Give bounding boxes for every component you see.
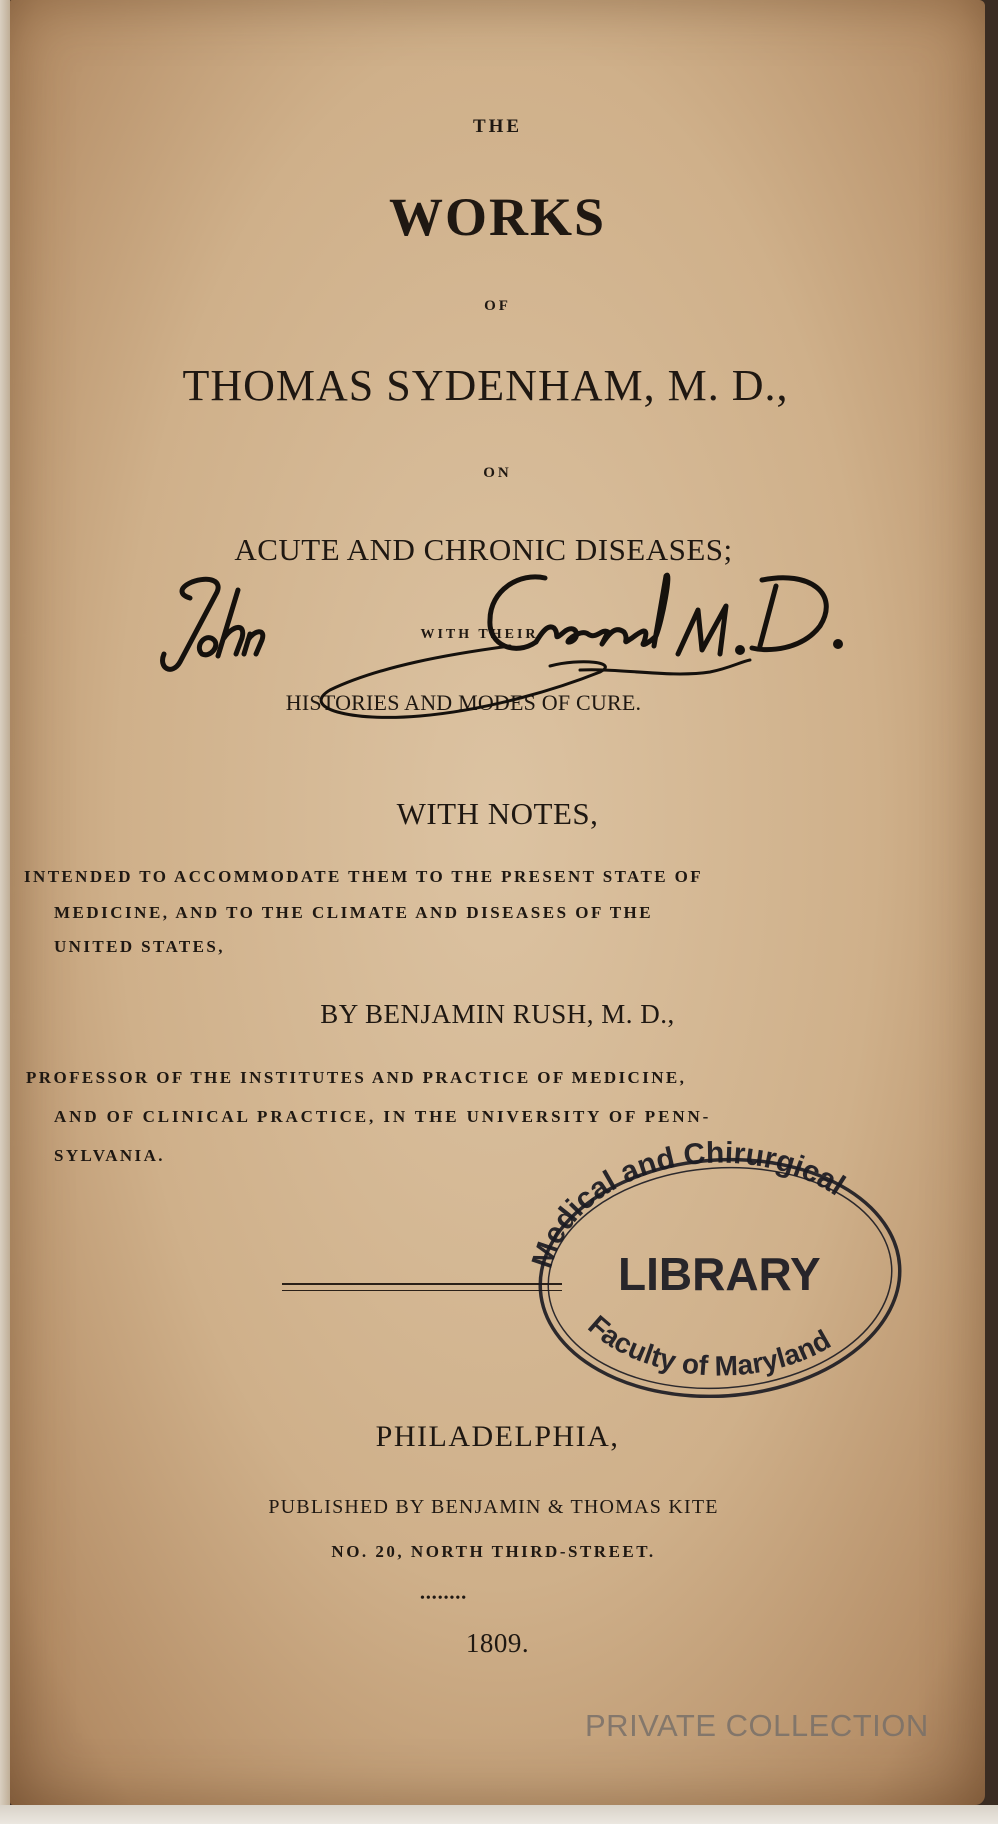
- watermark-text: PRIVATE COLLECTION: [585, 1708, 929, 1743]
- svg-text:Medical and Chirurgical: Medical and Chirurgical: [525, 1138, 851, 1273]
- library-stamp: [520, 1138, 920, 1398]
- svg-text:Faculty of Maryland: Faculty of Maryland: [582, 1309, 836, 1382]
- with-their: WITH THEIR: [420, 627, 539, 642]
- address: NO. 20, NORTH THIRD-STREET.: [331, 1542, 656, 1561]
- ornament-dots: ••••••••: [420, 1591, 468, 1606]
- title-on: ON: [483, 465, 512, 481]
- professor-line-1: PROFESSOR OF THE INSTITUTES AND PRACTICE OF MEDICINE,: [26, 1068, 687, 1087]
- notes-line-1: INTENDED TO ACCOMMODATE THEM TO THE PRESENT STATE OF: [24, 867, 704, 886]
- svg-text:LIBRARY: LIBRARY: [618, 1248, 821, 1300]
- professor-line-2: AND OF CLINICAL PRACTICE, IN THE UNIVERSITY OF PENN-: [54, 1107, 712, 1126]
- author-name: THOMAS SYDENHAM, M. D.,: [182, 361, 789, 410]
- place: PHILADELPHIA,: [375, 1420, 620, 1453]
- title-of: OF: [484, 298, 511, 314]
- title-the: THE: [472, 116, 523, 137]
- scan-background: [0, 1805, 998, 1824]
- notes-line-2: MEDICINE, AND TO THE CLIMATE AND DISEASES OF THE: [54, 903, 654, 922]
- title-works: WORKS: [388, 187, 607, 247]
- professor-line-3: SYLVANIA.: [54, 1146, 165, 1165]
- notes-line-3: UNITED STATES,: [54, 937, 225, 956]
- year: 1809.: [465, 1628, 530, 1658]
- handwritten-signature: [150, 550, 950, 740]
- subject-line: ACUTE AND CHRONIC DISEASES;: [234, 532, 733, 567]
- with-notes: WITH NOTES,: [396, 796, 599, 831]
- by-line: BY BENJAMIN RUSH, M. D.,: [320, 999, 675, 1029]
- publisher: PUBLISHED BY BENJAMIN & THOMAS KITE: [268, 1496, 719, 1518]
- histories-line: HISTORIES AND MODES OF CURE.: [285, 690, 642, 715]
